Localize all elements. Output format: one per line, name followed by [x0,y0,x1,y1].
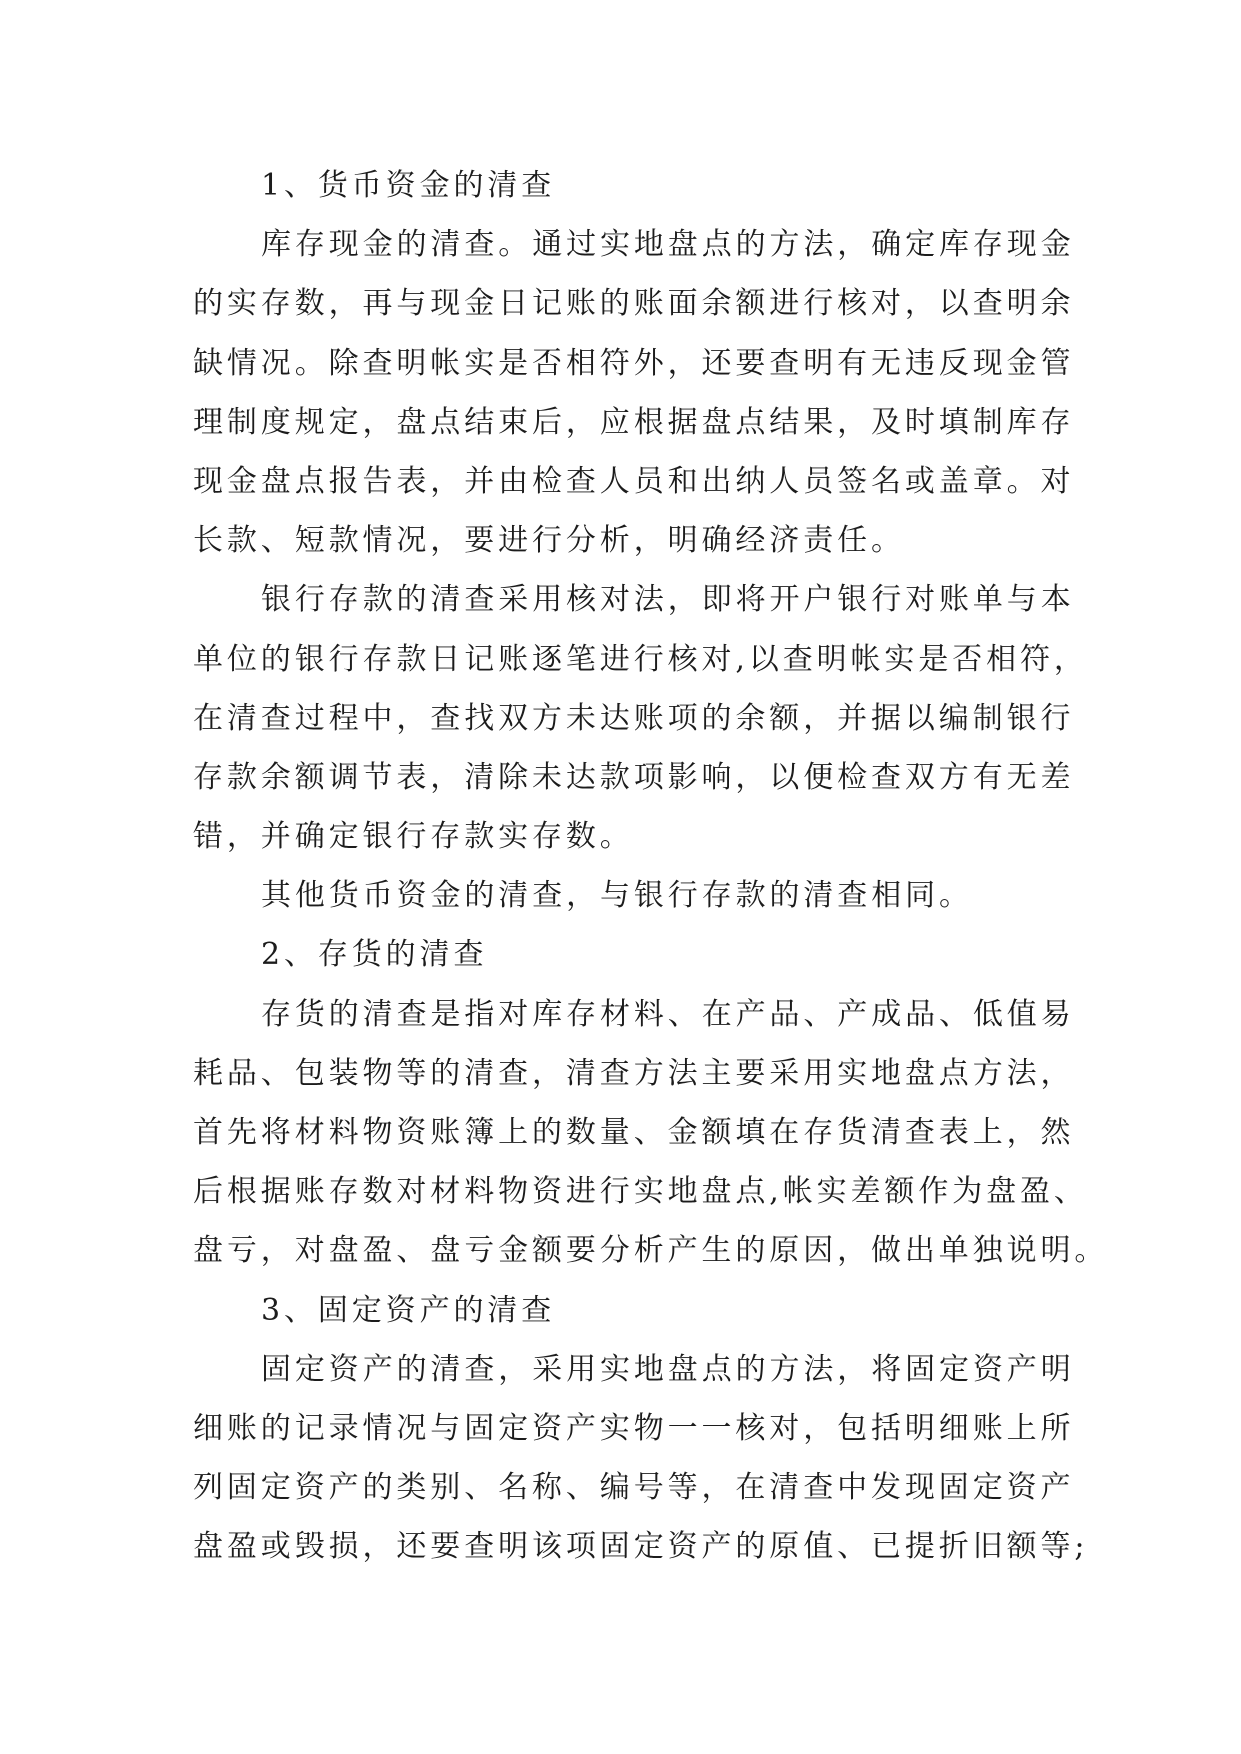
document-body [193,156,1123,1577]
paragraph-line: 的实存数，再与现金日记账的账面余额进行核对，以查明余 [193,286,1075,322]
paragraph-line: 首先将材料物资账簿上的数量、金额填在存货清查表上，然 [193,1115,1075,1150]
paragraph-line: 单位的银行存款日记账逐笔进行核对,以查明帐实是否相符， [193,641,1088,677]
paragraph-line: 耗品、包装物等的清查，清查方法主要采用实地盘点方法， [193,1055,1075,1091]
section-heading-fixed-assets [193,1281,1123,1340]
paragraph-line: 固定资产的清查，采用实地盘点的方法，将固定资产明 [261,1351,1075,1387]
paragraph-cash-on-hand [193,215,1123,570]
section-heading: 2、存货的清查 [261,937,488,973]
paragraph-line: 错，并确定银行存款实存数。 [193,819,634,855]
paragraph-line: 其他货币资金的清查，与银行存款的清查相同。 [261,878,973,914]
paragraph-line: 列固定资产的类别、名称、编号等，在清查中发现固定资产 [193,1470,1075,1506]
paragraph-line: 在清查过程中，查找双方未达账项的余额，并据以编制银行 [193,700,1075,736]
paragraph-line: 长款、短款情况，要进行分析，明确经济责任。 [193,523,905,559]
paragraph-line: 银行存款的清查采用核对法，即将开户银行对账单与本 [261,582,1075,618]
paragraph-line: 缺情况。除查明帐实是否相符外，还要查明有无违反现金管 [193,345,1075,381]
paragraph-line: 库存现金的清查。通过实地盘点的方法，确定库存现金 [261,227,1075,263]
paragraph-fixed-assets [193,1340,1123,1577]
section-heading: 1、货币资金的清查 [261,168,556,203]
paragraph-other-funds [193,866,1123,925]
paragraph-inventory [193,985,1123,1281]
section-heading-inventory [193,925,1123,984]
paragraph-line: 后根据账存数对材料物资进行实地盘点,帐实差额作为盘盈、 [193,1174,1088,1210]
paragraph-line: 存货的清查是指对库存材料、在产品、产成品、低值易 [261,996,1075,1032]
paragraph-line: 理制度规定，盘点结束后，应根据盘点结果，及时填制库存 [193,404,1075,440]
section-heading: 3、固定资产的清查 [261,1292,556,1328]
paragraph-line: 盘盈或毁损，还要查明该项固定资产的原值、已提折旧额等; [193,1529,1089,1565]
paragraph-line: 盘亏，对盘盈、盘亏金额要分析产生的原因，做出单独说明。 [193,1233,1109,1269]
paragraph-line: 细账的记录情况与固定资产实物一一核对，包括明细账上所 [193,1410,1075,1446]
section-heading-monetary-funds [193,156,1123,215]
paragraph-line: 现金盘点报告表，并由检查人员和出纳人员签名或盖章。对 [193,463,1075,499]
paragraph-line: 存款余额调节表，清除未达款项影响，以便检查双方有无差 [193,759,1075,795]
paragraph-bank-deposits [193,570,1123,866]
